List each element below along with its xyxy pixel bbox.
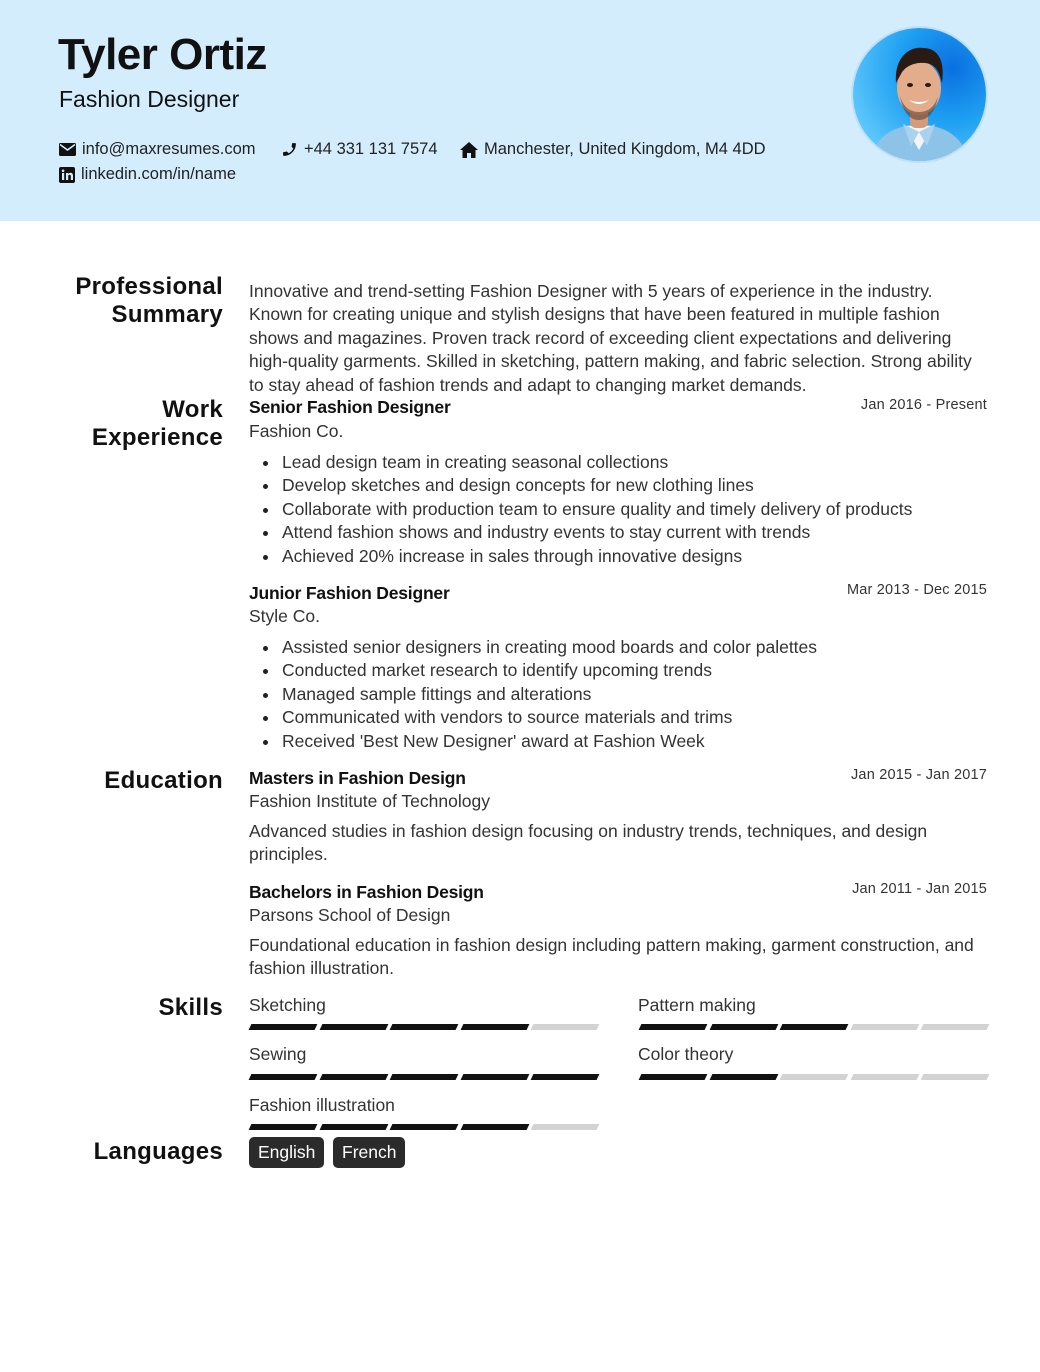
skill-segment-filled <box>249 1024 318 1030</box>
work-company-1: Fashion Co. <box>249 421 344 441</box>
work-bullets-1 <box>282 451 982 568</box>
skill-segment-empty <box>921 1024 990 1030</box>
skill-bar-4 <box>640 1074 988 1080</box>
linkedin-icon <box>59 167 75 183</box>
list-item: Communicated with vendors to source materials and trims <box>282 706 982 729</box>
work-dates-1: Jan 2016 - Present <box>860 397 987 413</box>
summary-text: Innovative and trend-setting Fashion Designer with 5 years of experience in the industry. Known for creating unique and stylish designs that have been featured in multiple fashion shows and magazines. Proven track record of exceeding client expectations and delivering high-quality garments. Skilled in sketching, pattern making, and fabric selection. Strong ability to stay ahead of fashion trends and adapt to changing market demands. <box>249 281 972 395</box>
skill-segment-filled <box>709 1024 778 1030</box>
skill-segment-filled <box>639 1024 708 1030</box>
address-text: Manchester, United Kingdom, M4 4DD <box>484 140 766 158</box>
phone-contact[interactable] <box>281 140 438 159</box>
list-item: Conducted market research to identify upcoming trends <box>282 659 982 682</box>
edu-dates-2: Jan 2011 - Jan 2015 <box>852 881 987 897</box>
skill-name-5: Fashion illustration <box>249 1095 395 1115</box>
section-title-work: Work Experience <box>91 396 223 451</box>
profile-photo <box>851 26 988 163</box>
skill-segment-empty <box>531 1124 600 1130</box>
edu-degree-2: Bachelors in Fashion Design <box>249 882 484 902</box>
list-item: Develop sketches and design concepts for new clothing lines <box>282 474 982 497</box>
skill-segment-filled <box>709 1074 778 1080</box>
list-item: Collaborate with production team to ensure quality and timely delivery of products <box>282 498 982 521</box>
email-text: info@maxresumes.com <box>82 140 256 158</box>
candidate-title: Fashion Designer <box>59 86 240 112</box>
list-item: Managed sample fittings and alterations <box>282 683 982 706</box>
skill-segment-empty <box>921 1074 990 1080</box>
work-dates-2: Mar 2013 - Dec 2015 <box>846 582 987 598</box>
edu-degree-1: Masters in Fashion Design <box>249 768 466 788</box>
skill-segment-empty <box>850 1074 919 1080</box>
skill-segment-empty <box>780 1074 849 1080</box>
skill-segment-filled <box>531 1074 600 1080</box>
skill-segment-filled <box>390 1124 459 1130</box>
work-role-2: Junior Fashion Designer <box>249 583 450 603</box>
edu-school-2: Parsons School of Design <box>249 905 451 925</box>
skill-bar-1 <box>250 1024 598 1030</box>
skill-name-2: Pattern making <box>638 995 756 1015</box>
skill-bar-5 <box>250 1124 598 1130</box>
skill-name-3: Sewing <box>249 1044 307 1064</box>
skill-bar-3 <box>250 1074 598 1080</box>
address-contact <box>460 140 766 159</box>
candidate-name: Tyler Ortiz <box>58 30 267 79</box>
work-company-2: Style Co. <box>249 606 320 626</box>
language-badge: French <box>333 1137 405 1168</box>
section-title-summary: Professional Summary <box>75 273 223 328</box>
skill-name-4: Color theory <box>638 1044 734 1064</box>
skill-segment-filled <box>780 1024 849 1030</box>
skill-segment-filled <box>639 1074 708 1080</box>
envelope-icon <box>59 143 76 156</box>
language-badge: English <box>249 1137 324 1168</box>
skill-segment-filled <box>249 1074 318 1080</box>
skill-segment-filled <box>390 1074 459 1080</box>
list-item: Achieved 20% increase in sales through innovative designs <box>282 545 982 568</box>
skill-segment-filled <box>390 1024 459 1030</box>
phone-text: +44 331 131 7574 <box>304 140 438 158</box>
list-item: Received 'Best New Designer' award at Fashion Week <box>282 730 982 753</box>
edu-description-2: Foundational education in fashion design including pattern making, garment construction, and fashion illustration. <box>249 935 974 979</box>
header-banner <box>0 0 1040 221</box>
list-item: Assisted senior designers in creating mood boards and color palettes <box>282 636 982 659</box>
home-icon <box>460 142 478 158</box>
skill-segment-filled <box>319 1024 388 1030</box>
linkedin-contact[interactable] <box>59 165 236 184</box>
list-item: Attend fashion shows and industry events to stay current with trends <box>282 521 982 544</box>
edu-dates-1: Jan 2015 - Jan 2017 <box>850 767 987 783</box>
edu-school-1: Fashion Institute of Technology <box>249 791 490 811</box>
work-role-1: Senior Fashion Designer <box>249 397 451 417</box>
phone-icon <box>281 141 298 158</box>
skill-segment-filled <box>460 1124 529 1130</box>
linkedin-text: linkedin.com/in/name <box>81 165 236 183</box>
skill-segment-filled <box>249 1124 318 1130</box>
email-contact[interactable] <box>59 140 256 159</box>
skill-segment-filled <box>460 1024 529 1030</box>
skill-segment-filled <box>319 1124 388 1130</box>
skill-segment-empty <box>850 1024 919 1030</box>
skill-segment-filled <box>460 1074 529 1080</box>
section-title-education: Education <box>104 767 223 794</box>
section-title-languages: Languages <box>93 1138 223 1165</box>
skill-segment-empty <box>531 1024 600 1030</box>
skill-bar-2 <box>640 1024 988 1030</box>
work-bullets-2 <box>282 636 982 753</box>
skill-name-1: Sketching <box>249 995 326 1015</box>
skill-segment-filled <box>319 1074 388 1080</box>
section-title-skills: Skills <box>158 994 223 1021</box>
list-item: Lead design team in creating seasonal collections <box>282 451 982 474</box>
edu-description-1: Advanced studies in fashion design focusing on industry trends, techniques, and design principles. <box>249 821 928 865</box>
